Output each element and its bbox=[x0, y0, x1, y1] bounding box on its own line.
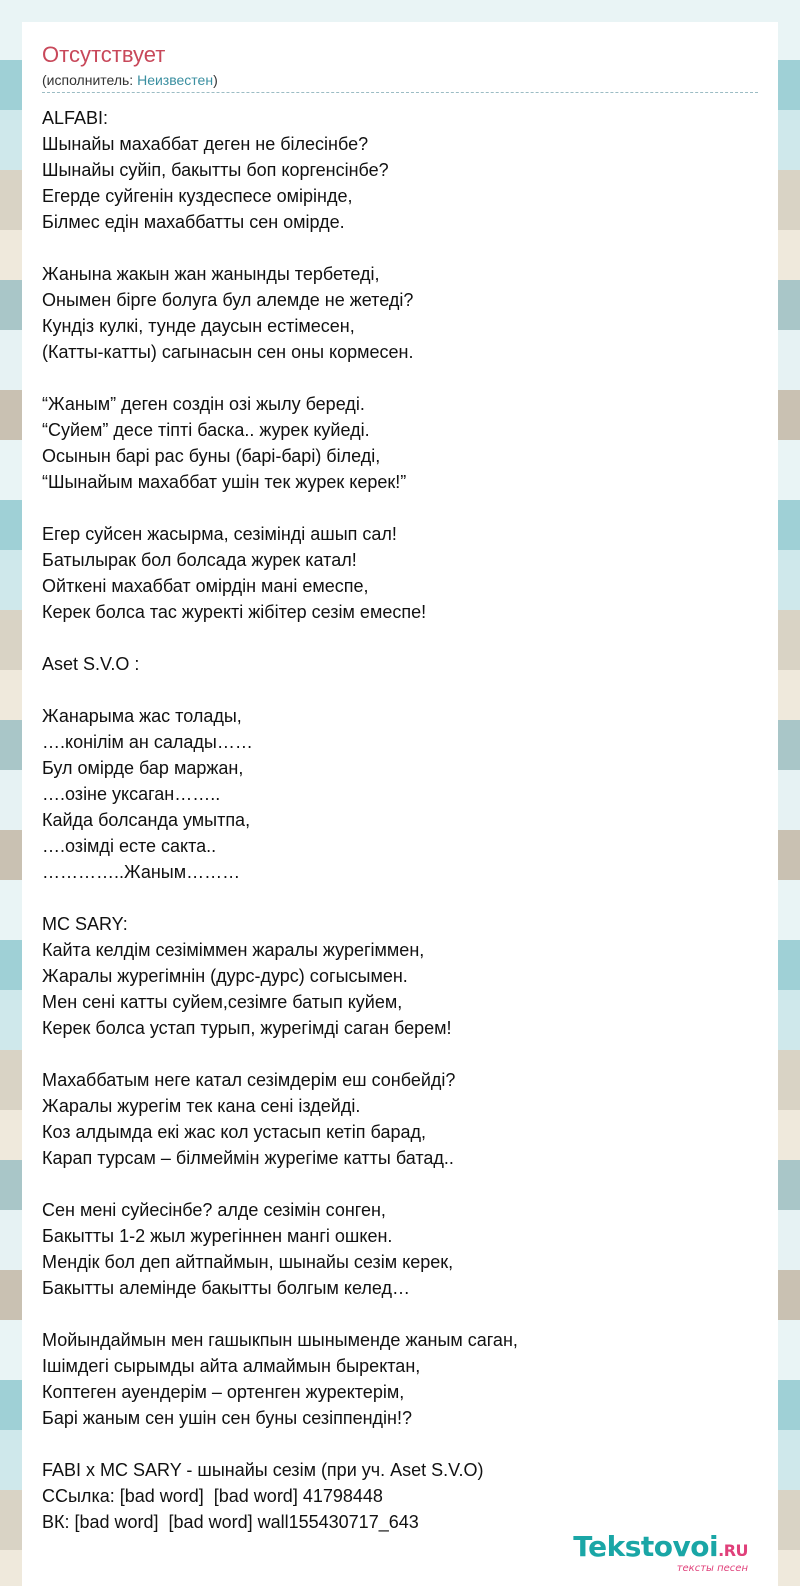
lyric-line: Жаралы журегімнін (дурс-дурс) согысымен. bbox=[42, 966, 408, 986]
lyric-line: Мен сені катты суйем,сезімге батып куйем, bbox=[42, 992, 403, 1012]
lyric-line: Осынын барі рас буны (барі-барі) біледі, bbox=[42, 446, 381, 466]
lyric-line: “Жаным” деген создін озі жылу береді. bbox=[42, 394, 365, 414]
lyric-line: Мендік бол деп айтпаймын, шынайы сезім керек, bbox=[42, 1252, 454, 1272]
logo-main-text: Tekstovoi bbox=[573, 1530, 719, 1563]
lyric-line: Бакытты 1-2 жыл журегіннен мангі ошкен. bbox=[42, 1226, 393, 1246]
lyric-line bbox=[42, 495, 758, 521]
lyric-line bbox=[42, 1041, 758, 1067]
lyric-line: Сен мені суйесінбе? алде сезімін сонген, bbox=[42, 1200, 386, 1220]
lyric-line bbox=[42, 1171, 758, 1197]
lyric-line: “Шынайым махаббат ушін тек журек керек!” bbox=[42, 472, 407, 492]
site-logo[interactable] bbox=[573, 1532, 748, 1574]
lyric-line: Керек болса тас журекті жібітер сезім емеспе! bbox=[42, 602, 427, 622]
lyric-line: Егерде суйгенін куздеспесе омірінде, bbox=[42, 186, 353, 206]
lyric-line: Кайта келдім сезіміммен жаралы журегіммен, bbox=[42, 940, 425, 960]
lyric-line: Батылырак бол болсада журек катал! bbox=[42, 550, 357, 570]
lyric-line: (Катты-катты) сагынасын сен оны кормесен. bbox=[42, 342, 414, 362]
lyric-line: Ойткені махаббат омірдін мані емеспе, bbox=[42, 576, 369, 596]
lyric-line bbox=[42, 625, 758, 651]
artist-prefix: (исполнитель: bbox=[42, 72, 138, 88]
lyric-line bbox=[42, 235, 758, 261]
logo-tld: .RU bbox=[718, 1541, 748, 1560]
lyric-line: Керек болса устап турып, журегімді саган берем! bbox=[42, 1018, 452, 1038]
logo-subtitle: тексты песен bbox=[676, 1563, 748, 1574]
lyric-line: ВК: [bad word] [bad word] wall155430717_643 bbox=[42, 1512, 419, 1532]
lyric-line: Егер суйсен жасырма, сезімінді ашып сал! bbox=[42, 524, 397, 544]
lyrics-card bbox=[22, 22, 778, 1586]
lyric-line: …………..Жаным……… bbox=[42, 862, 241, 882]
lyrics-text bbox=[42, 105, 758, 1535]
lyric-line: Бул омірде бар маржан, bbox=[42, 758, 244, 778]
lyric-line: Коптеген ауендерім – ортенген журектерім, bbox=[42, 1382, 405, 1402]
lyric-line: Кайда болсанда умытпа, bbox=[42, 810, 251, 830]
lyric-line: ALFABI: bbox=[42, 108, 109, 128]
lyric-line: Барі жаным сен ушін сен буны сезіппендін!? bbox=[42, 1408, 412, 1428]
lyric-line: ….озіне уксаган…….. bbox=[42, 784, 221, 804]
lyric-line: Шынайы махаббат деген не білесінбе? bbox=[42, 134, 369, 154]
artist-link[interactable]: Неизвестен bbox=[137, 72, 214, 88]
lyric-line bbox=[42, 1301, 758, 1327]
logo-wordmark bbox=[573, 1532, 748, 1566]
lyric-line: Мойындаймын мен гашыкпын шыныменде жаным саган, bbox=[42, 1330, 518, 1350]
song-title: Отсутствует bbox=[42, 42, 166, 67]
lyric-line bbox=[42, 1431, 758, 1457]
lyric-line: Білмес едін махаббатты сен омірде. bbox=[42, 212, 345, 232]
lyric-line: ССылка: [bad word] [bad word] 41798448 bbox=[42, 1486, 383, 1506]
lyric-line: Aset S.V.O : bbox=[42, 654, 140, 674]
lyric-line: Коз алдымда екі жас кол устасып кетіп барад, bbox=[42, 1122, 426, 1142]
lyric-line: Жанарыма жас толады, bbox=[42, 706, 242, 726]
lyric-line bbox=[42, 677, 758, 703]
lyric-line: Кундіз кулкі, тунде даусын естімесен, bbox=[42, 316, 355, 336]
lyric-line: Махаббатым неге катал сезімдерім еш сонбейді? bbox=[42, 1070, 456, 1090]
lyric-line: Ішімдегі сырымды айта алмаймын быректан, bbox=[42, 1356, 421, 1376]
artist-line bbox=[42, 70, 758, 93]
lyric-line: Жаралы журегім тек кана сені іздейді. bbox=[42, 1096, 361, 1116]
lyric-line: Карап турсам – білмеймін журегіме катты батад.. bbox=[42, 1148, 454, 1168]
lyric-line bbox=[42, 365, 758, 391]
lyric-line: FABI x MC SARY - шынайы сезім (при уч. Aset S.V.O) bbox=[42, 1460, 484, 1480]
lyric-line: MC SARY: bbox=[42, 914, 128, 934]
lyric-line: Онымен бірге болуга бул алемде не жетеді? bbox=[42, 290, 414, 310]
lyric-line: ….конілім ан салады…… bbox=[42, 732, 253, 752]
lyric-line: “Суйем” десе тіпті баска.. журек куйеді. bbox=[42, 420, 370, 440]
lyric-line: Шынайы суйіп, бакытты боп коргенсінбе? bbox=[42, 160, 389, 180]
artist-suffix: ) bbox=[213, 72, 218, 88]
lyric-line: Бакытты алемінде бакытты болгым келед… bbox=[42, 1278, 410, 1298]
lyric-line bbox=[42, 885, 758, 911]
lyric-line: ….озімді есте сакта.. bbox=[42, 836, 217, 856]
lyric-line: Жанына жакын жан жанынды тербетеді, bbox=[42, 264, 380, 284]
